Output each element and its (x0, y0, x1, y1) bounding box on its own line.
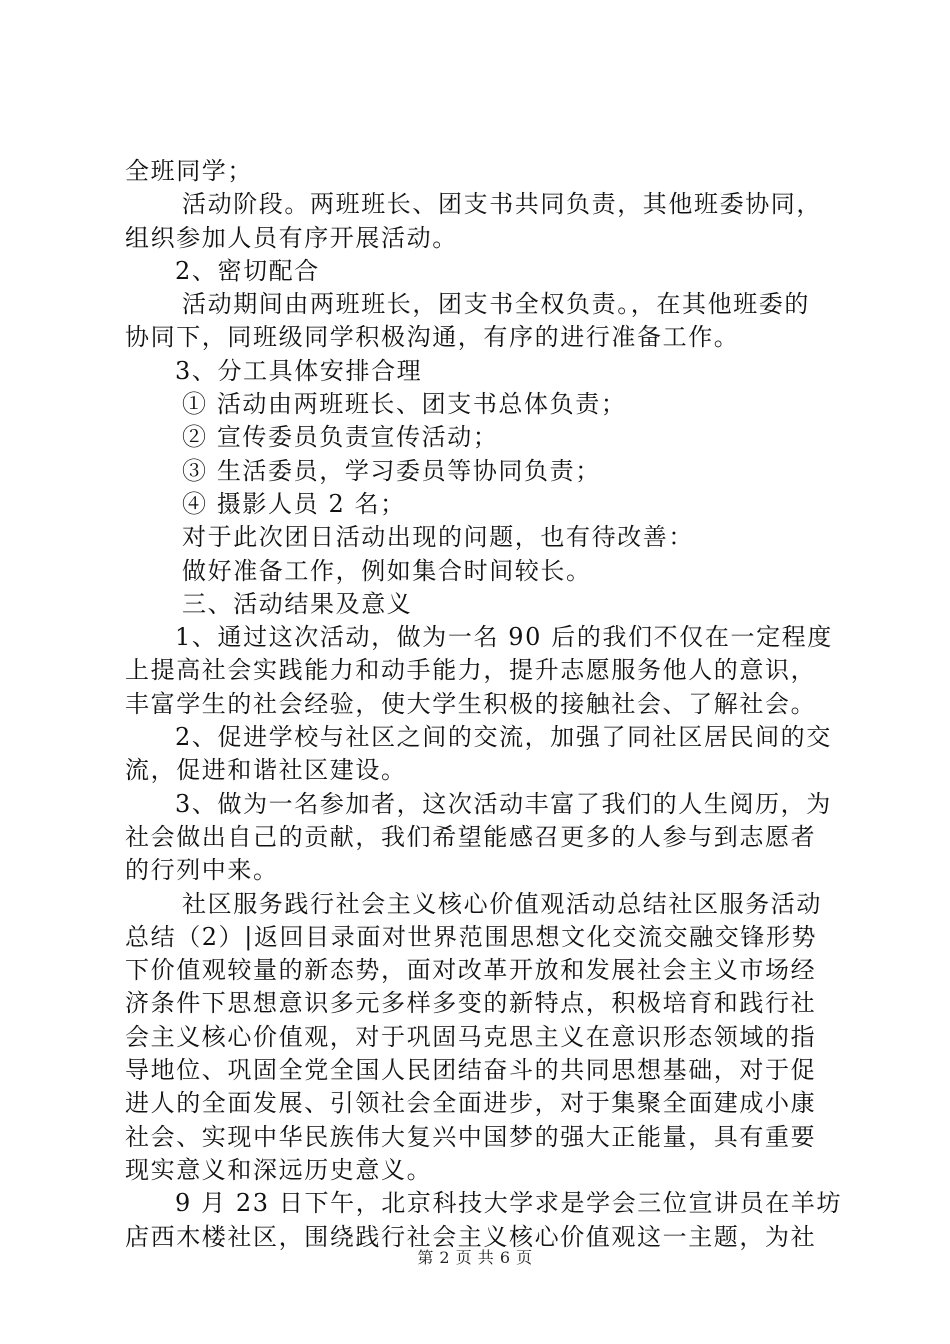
text-line: 对于此次团日活动出现的问题，也有待改善： (182, 523, 694, 552)
text-line: 社区服务践行社会主义核心价值观活动总结社区服务活动 (182, 889, 822, 918)
text-line: 流，促进和谐社区建设。 (125, 756, 407, 785)
text-line: 济条件下思想意识多元多样多变的新特点，积极培育和践行社 (125, 989, 817, 1018)
text-line: 的行列中来。 (125, 856, 279, 885)
text-line: 3、分工具体安排合理 (175, 356, 423, 385)
text-line: 进人的全面发展、引领社会全面进步，对于集聚全面建成小康 (125, 1089, 817, 1118)
text-line: 做好准备工作，例如集合时间较长。 (182, 556, 592, 585)
text-line: 活动期间由两班班长，团支书全权负责。，在其他班委的 (182, 290, 810, 319)
text-line: 现实意义和深远历史意义。 (125, 1155, 433, 1184)
text-line: 协同下，同班级同学积极沟通，有序的进行准备工作。 (125, 323, 740, 352)
text-line: 2、密切配合 (175, 256, 320, 285)
text-line: ④ 摄影人员 2 名； (182, 489, 406, 518)
text-line: ② 宣传委员负责宣传活动； (182, 423, 499, 452)
text-line: 社会做出自己的贡献，我们希望能感召更多的人参与到志愿者 (125, 822, 817, 851)
text-line: 活动阶段。两班班长、团支书共同负责，其他班委协同， (182, 190, 822, 219)
text-line: 上提高社会实践能力和动手能力，提升志愿服务他人的意识， (125, 656, 817, 685)
text-line: 9 月 23 日下午，北京科技大学求是学会三位宣讲员在羊坊 (175, 1189, 843, 1218)
text-line: 总结（2）|返回目录面对世界范围思想文化交流交融交锋形势 (125, 922, 818, 951)
text-line: 下价值观较量的新态势，面对改革开放和发展社会主义市场经 (125, 956, 817, 985)
page-footer (0, 1245, 950, 1268)
text-line: ③ 生活委员，学习委员等协同负责； (182, 456, 601, 485)
text-line: 店西木楼社区，围绕践行社会主义核心价值观这一主题，为社 (125, 1222, 817, 1251)
text-line: 会主义核心价值观，对于巩固马克思主义在意识形态领域的指 (125, 1022, 817, 1051)
page-number-label: 第 2 页 共 6 页 (417, 1248, 533, 1267)
text-line: 3、做为一名参加者，这次活动丰富了我们的人生阅历，为 (175, 789, 832, 818)
text-line: 1、通过这次活动，做为一名 90 后的我们不仅在一定程度 (175, 623, 833, 652)
text-line: 组织参加人员有序开展活动。 (125, 223, 458, 252)
document-body (125, 155, 843, 1254)
text-line: 丰富学生的社会经验，使大学生积极的接触社会、了解社会。 (125, 689, 817, 718)
text-line: 2、促进学校与社区之间的交流，加强了同社区居民间的交 (175, 723, 832, 752)
text-line: 导地位、巩固全党全国人民团结奋斗的共同思想基础，对于促 (125, 1056, 817, 1085)
text-line: 全班同学； (125, 157, 253, 185)
text-line: 社会、实现中华民族伟大复兴中国梦的强大正能量，具有重要 (125, 1122, 817, 1151)
text-line: 三、活动结果及意义 (182, 589, 413, 618)
text-line: ① 活动由两班班长、团支书总体负责； (182, 390, 627, 419)
